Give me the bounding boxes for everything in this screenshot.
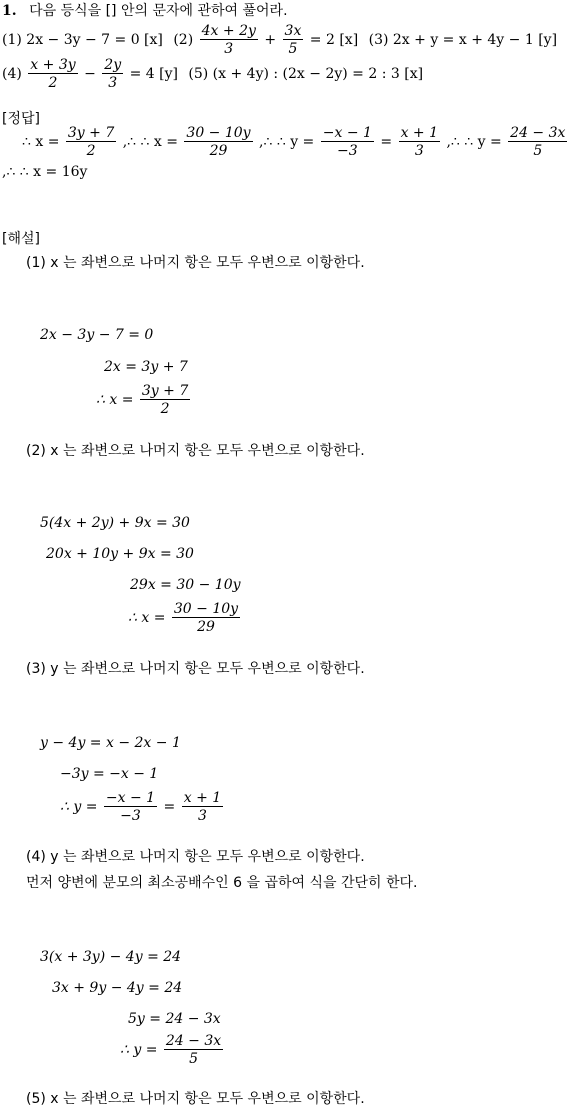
section-4-line-4 [120,1034,225,1066]
minus-sign: − [84,66,96,82]
numerator: x + 1 [183,790,222,806]
problem-item-4-rest: = 4 [y] [129,66,178,82]
section-3-line-3 [60,791,225,823]
section-3-line-1: y − 4y = x − 2x − 1 [40,735,181,751]
problem-item-4-frac-1 [28,58,77,90]
answer-4-frac [508,126,567,158]
answer-4-prefix: ,∴ ∴ y = [446,134,502,150]
problem-item-3: (3) 2x + y = x + 4y − 1 [y] [368,32,558,48]
answer-3-frac-1 [321,126,374,158]
problem-item-2-frac-2 [283,24,304,56]
answer-2-frac [184,126,252,158]
section-4-frac [164,1034,223,1066]
answer-2-prefix: ,∴ ∴ x = [122,134,178,150]
numerator: −x − 1 [105,790,156,806]
problem-item-4-frac-2 [102,58,123,90]
denominator: 2 [86,143,96,159]
answer-1-frac [66,126,116,158]
section-4-line-3: 5y = 24 − 3x [128,1011,221,1027]
section-1-frac [140,384,190,416]
problem-item-1: (1) 2x − 3y − 7 = 0 [x] [2,32,163,48]
section-3-frac-2 [182,791,223,823]
problem-header [2,4,288,18]
section-4-line-2: 3x + 9y − 4y = 24 [52,980,183,996]
problem-item-2-label: (2) [173,32,194,48]
section-2-line-2: 20x + 10y + 9x = 30 [46,546,194,562]
denominator: 5 [533,143,543,159]
numerator: 3y + 7 [67,125,115,141]
problem-item-5: (5) (x + 4y) : (2x − 2y) = 2 : 3 [x] [188,66,424,82]
denominator: 3 [224,41,234,57]
numerator: 24 − 3x [510,125,566,141]
numerator: 2y [104,57,122,73]
section-1-title: (1) x 는 좌변으로 나머지 항은 모두 우변으로 이항한다. [26,255,365,271]
section-2-line-4 [128,602,242,634]
section-4-line-1: 3(x + 3y) − 4y = 24 [40,949,182,965]
denominator: 3 [197,808,207,824]
numerator: 24 − 3x [165,1033,222,1049]
answer-1-prefix: ∴ x = [22,134,60,150]
section-4-note: 먼저 양변에 분모의 최소공배수인 6 을 곱하여 식을 간단히 한다. [26,875,418,891]
numerator: 3y + 7 [141,383,189,399]
prefix: ∴ y = [120,1042,158,1058]
problem-item-4-label: (4) [2,66,22,82]
section-2-frac [172,602,240,634]
problem-instruction: 다음 등식을 [] 안의 문자에 관하여 풀어라. [29,3,288,19]
problem-item-2-frac-1 [200,24,258,56]
numerator: 4x + 2y [201,23,256,39]
denominator: 2 [48,75,58,91]
denominator: 3 [414,143,424,159]
numerator: −x − 1 [322,125,372,141]
numerator: x + 3y [30,57,76,73]
numerator: 30 − 10y [186,125,251,141]
section-2-line-1: 5(4x + 2y) + 9x = 30 [40,515,190,531]
section-2-line-3: 29x = 30 − 10y [130,577,241,593]
prefix: ∴ x = [128,610,166,626]
problem-item-2-rest: = 2 [x] [309,32,359,48]
denominator: 3 [108,75,118,91]
numerator: 3x [284,23,302,39]
explanation-heading: [해설] [2,231,40,247]
section-5-title: (5) x 는 좌변으로 나머지 항은 모두 우변으로 이항한다. [26,1091,365,1107]
section-4-title: (4) y 는 좌변으로 나머지 항은 모두 우변으로 이항한다. [26,849,365,865]
section-3-line-2: −3y = −x − 1 [60,766,159,782]
answer-line [22,126,569,158]
prefix: ∴ y = [60,799,98,815]
denominator: 5 [189,1051,198,1067]
numerator: x + 1 [400,125,438,141]
denominator: 5 [288,41,298,57]
plus-sign: + [264,32,277,48]
denominator: 29 [197,619,215,635]
section-3-title: (3) y 는 좌변으로 나머지 항은 모두 우변으로 이항한다. [26,661,365,677]
denominator: −3 [120,808,141,824]
equals-sign: = [163,799,176,815]
section-1-line-3 [96,384,192,416]
denominator: 29 [209,143,228,159]
section-2-title: (2) x 는 좌변으로 나머지 항은 모두 우변으로 이항한다. [26,443,365,459]
numerator: 30 − 10y [173,601,239,617]
problem-line-1 [2,24,557,56]
denominator: −3 [337,143,358,159]
answer-3-prefix: ,∴ ∴ y = [259,134,315,150]
answer-heading: [정답] [2,111,40,127]
problem-number: 1. [2,3,17,19]
problem-line-2 [2,58,423,90]
denominator: 2 [160,401,170,417]
answer-5: ,∴ ∴ x = 16y [2,164,88,180]
equals-sign: = [380,134,393,150]
section-1-line-2: 2x = 3y + 7 [104,359,188,375]
prefix: ∴ x = [96,392,134,408]
section-1-line-1: 2x − 3y − 7 = 0 [40,327,154,343]
section-3-frac-1 [104,791,157,823]
answer-3-frac-2 [399,126,440,158]
